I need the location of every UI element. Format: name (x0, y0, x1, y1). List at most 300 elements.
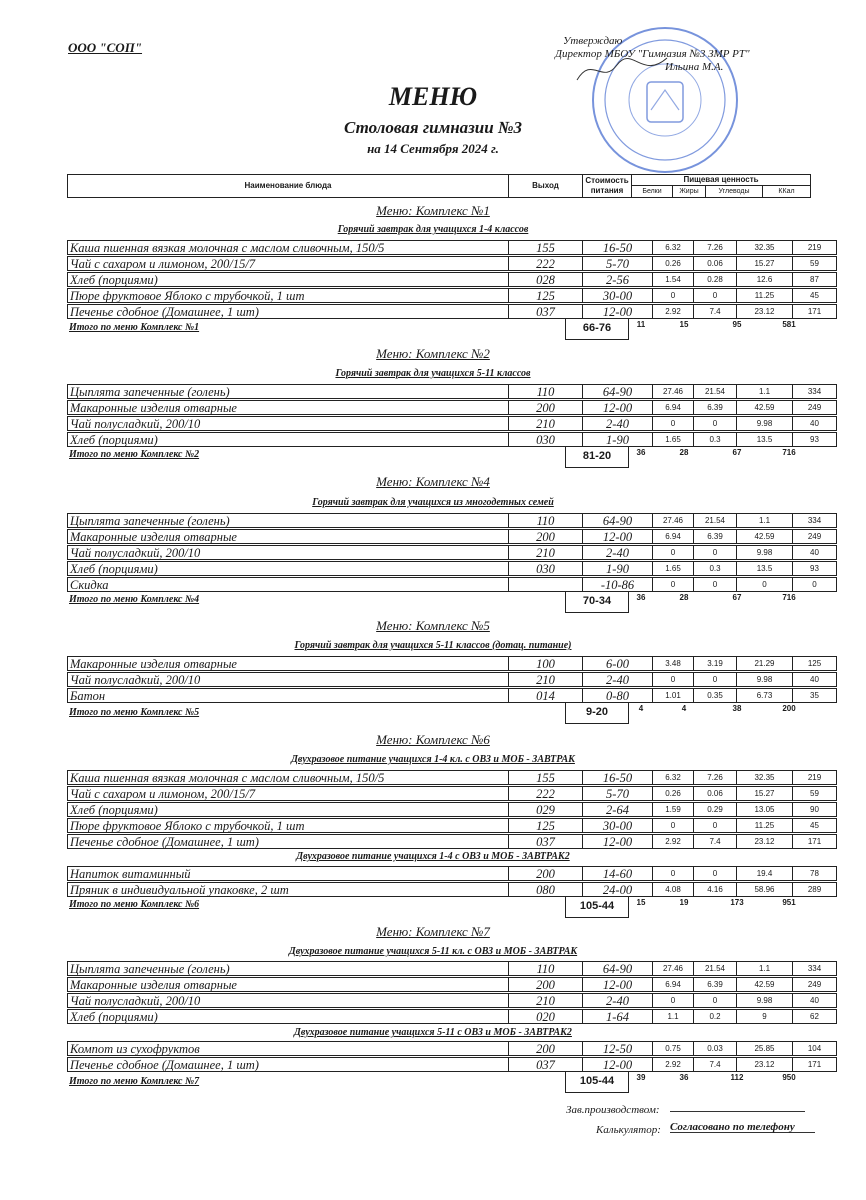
section-title: Горячий завтрак для учащихся 5-11 классов (дотац. питание) (294, 640, 572, 651)
menu-title: Меню: Комплекс №7 (376, 924, 490, 939)
dish-output: 080 (508, 882, 583, 897)
dish-fats: 7.26 (693, 240, 737, 255)
dish-carbs: 42.59 (736, 529, 793, 544)
dish-name: Хлеб (порциями) (67, 802, 509, 817)
header-fats: Жиры (672, 185, 706, 198)
dish-price: 2-40 (582, 416, 653, 431)
dish-fats: 6.39 (693, 977, 737, 992)
dish-name: Чай полусладкий, 200/10 (67, 545, 509, 560)
total-price: 66-76 (565, 319, 629, 340)
dish-proteins: 0 (652, 577, 694, 592)
dish-name: Цыплята запеченные (голень) (67, 513, 509, 528)
dish-fats: 0.06 (693, 256, 737, 271)
dish-carbs: 1.1 (736, 513, 793, 528)
dish-carbs: 15.27 (736, 786, 793, 801)
dish-carbs: 23.12 (736, 834, 793, 849)
dish-name: Чай полусладкий, 200/10 (67, 416, 509, 431)
dish-price: 2-40 (582, 672, 653, 687)
section-title: Горячий завтрак для учащихся из многодетных семей (312, 497, 554, 508)
section-title: Двухразовое питание учащихся 1-4 с ОВЗ и МОБ - ЗАВТРАК2 (296, 851, 570, 862)
header-nutrition: Пищевая ценность (631, 174, 811, 186)
dish-price: 0-80 (582, 688, 653, 703)
section-title: Горячий завтрак для учащихся 5-11 классов (335, 368, 531, 379)
dish-name: Скидка (67, 577, 509, 592)
dish-price: 12-00 (582, 977, 653, 992)
total-proteins: 36 (636, 448, 646, 457)
total-kcal: 200 (782, 704, 796, 713)
dish-name: Цыплята запеченные (голень) (67, 961, 509, 976)
dish-fats: 0.06 (693, 786, 737, 801)
dish-fats: 0 (693, 416, 737, 431)
dish-proteins: 0.75 (652, 1041, 694, 1056)
production-label: Зав.производством: (566, 1104, 660, 1116)
dish-carbs: 1.1 (736, 384, 793, 399)
dish-name: Макаронные изделия отварные (67, 400, 509, 415)
dish-fats: 0 (693, 545, 737, 560)
menu-title: Меню: Комплекс №4 (376, 474, 490, 489)
total-label: Итого по меню Комплекс №1 (69, 322, 200, 333)
dish-name: Хлеб (порциями) (67, 561, 509, 576)
table-row (67, 545, 819, 560)
total-price: 81-20 (565, 447, 629, 468)
dish-output: 200 (508, 400, 583, 415)
dish-name: Каша пшенная вязкая молочная с маслом сливочным, 150/5 (67, 770, 509, 785)
dish-kcal: 219 (792, 770, 837, 785)
table-row (67, 1041, 822, 1056)
dish-name: Пюре фруктовое Яблоко с трубочкой, 1 шт (67, 818, 509, 833)
table-row (67, 866, 819, 881)
total-proteins: 15 (636, 898, 646, 907)
dish-output: 014 (508, 688, 583, 703)
menu-title: Меню: Комплекс №2 (376, 346, 490, 361)
dish-output: 030 (508, 432, 583, 447)
dish-price: 2-40 (582, 545, 653, 560)
dish-carbs: 32.35 (736, 240, 793, 255)
dish-carbs: 13.5 (736, 561, 793, 576)
dish-name: Чай полусладкий, 200/10 (67, 672, 509, 687)
table-row (67, 513, 822, 528)
dish-output: 155 (508, 240, 583, 255)
total-proteins: 39 (636, 1073, 646, 1082)
dish-output: 125 (508, 818, 583, 833)
total-kcal: 951 (782, 898, 796, 907)
dish-fats: 0.2 (693, 1009, 737, 1024)
dish-output: 200 (508, 529, 583, 544)
dish-kcal: 45 (792, 818, 837, 833)
dish-proteins: 1.1 (652, 1009, 694, 1024)
dish-output: 029 (508, 802, 583, 817)
organization-name: ООО "СОП" (68, 40, 143, 55)
dish-output: 028 (508, 272, 583, 287)
dish-price: 12-00 (582, 1057, 653, 1072)
dish-fats: 0 (693, 577, 737, 592)
dish-kcal: 90 (792, 802, 837, 817)
dish-price: 24-00 (582, 882, 653, 897)
dish-kcal: 249 (792, 400, 837, 415)
table-row (67, 529, 822, 544)
total-fats: 28 (679, 593, 689, 602)
table-row (67, 1057, 822, 1072)
dish-carbs: 12.6 (736, 272, 793, 287)
total-carbs: 112 (730, 1073, 744, 1082)
dish-price: 5-70 (582, 256, 653, 271)
dish-output: 155 (508, 770, 583, 785)
dish-name: Печенье сдобное (Домашнее, 1 шт) (67, 304, 509, 319)
dish-fats: 0.35 (693, 688, 737, 703)
dish-price: 64-90 (582, 961, 653, 976)
dish-carbs: 13.5 (736, 432, 793, 447)
total-fats: 36 (679, 1073, 689, 1082)
section-title: Горячий завтрак для учащихся 1-4 классов (337, 224, 529, 235)
dish-fats: 0 (693, 866, 737, 881)
dish-price: 64-90 (582, 384, 653, 399)
dish-output: 037 (508, 1057, 583, 1072)
dish-carbs: 9.98 (736, 672, 793, 687)
dish-name: Напиток витаминный (67, 866, 509, 881)
total-kcal: 716 (782, 448, 796, 457)
dish-kcal: 219 (792, 240, 837, 255)
dish-fats: 0 (693, 672, 737, 687)
dish-name: Печенье сдобное (Домашнее, 1 шт) (67, 1057, 509, 1072)
header-carbs: Углеводы (705, 185, 763, 198)
dish-carbs: 11.25 (736, 818, 793, 833)
dish-proteins: 6.94 (652, 977, 694, 992)
total-carbs: 67 (732, 593, 742, 602)
dish-kcal: 40 (792, 993, 837, 1008)
dish-fats: 0.29 (693, 802, 737, 817)
dish-fats: 0 (693, 993, 737, 1008)
dish-name: Макаронные изделия отварные (67, 656, 509, 671)
total-kcal: 581 (782, 320, 796, 329)
dish-carbs: 9 (736, 1009, 793, 1024)
dish-carbs: 21.29 (736, 656, 793, 671)
table-row (67, 400, 822, 415)
dish-carbs: 11.25 (736, 288, 793, 303)
total-kcal: 716 (782, 593, 796, 602)
dish-carbs: 15.27 (736, 256, 793, 271)
table-row (67, 656, 822, 671)
dish-price: 30-00 (582, 288, 653, 303)
dish-price: 1-90 (582, 561, 653, 576)
menu-title: Меню: Комплекс №1 (376, 203, 490, 218)
table-row (67, 672, 819, 687)
table-row (67, 256, 819, 271)
dish-carbs: 32.35 (736, 770, 793, 785)
calculator-label: Калькулятор: (596, 1124, 661, 1136)
dish-proteins: 0 (652, 866, 694, 881)
dish-fats: 0.03 (693, 1041, 737, 1056)
dish-name: Чай с сахаром и лимоном, 200/15/7 (67, 786, 509, 801)
total-price: 9-20 (565, 703, 629, 724)
dish-kcal: 59 (792, 256, 837, 271)
table-row (67, 834, 822, 849)
dish-output: 110 (508, 961, 583, 976)
table-row (67, 882, 822, 897)
dish-fats: 7.4 (693, 304, 737, 319)
dish-kcal: 40 (792, 672, 837, 687)
table-row (67, 977, 822, 992)
dish-proteins: 6.32 (652, 770, 694, 785)
dish-price: 5-70 (582, 786, 653, 801)
dish-carbs: 9.98 (736, 416, 793, 431)
dish-carbs: 19.4 (736, 866, 793, 881)
dish-output (508, 577, 583, 592)
dish-name: Чай полусладкий, 200/10 (67, 993, 509, 1008)
total-price: 105-44 (565, 897, 629, 918)
table-row (67, 240, 822, 255)
table-row (67, 1009, 819, 1024)
total-fats: 19 (679, 898, 689, 907)
dish-price: 2-64 (582, 802, 653, 817)
dish-output: 110 (508, 513, 583, 528)
dish-carbs: 1.1 (736, 961, 793, 976)
dish-fats: 21.54 (693, 384, 737, 399)
header-output: Выход (508, 174, 583, 198)
total-fats: 28 (679, 448, 689, 457)
total-price: 105-44 (565, 1072, 629, 1093)
total-carbs: 95 (732, 320, 742, 329)
dish-carbs: 0 (736, 577, 793, 592)
menu-title: Меню: Комплекс №5 (376, 618, 490, 633)
dish-carbs: 13.05 (736, 802, 793, 817)
dish-fats: 6.39 (693, 400, 737, 415)
dish-kcal: 289 (792, 882, 837, 897)
dish-name: Хлеб (порциями) (67, 1009, 509, 1024)
dish-proteins: 1.65 (652, 561, 694, 576)
dish-kcal: 334 (792, 513, 837, 528)
dish-output: 037 (508, 304, 583, 319)
dish-proteins: 27.46 (652, 384, 694, 399)
dish-price: 12-00 (582, 400, 653, 415)
approval-name: Ильина М.А. (665, 61, 724, 73)
table-row (67, 770, 822, 785)
dish-kcal: 334 (792, 384, 837, 399)
table-row (67, 288, 819, 303)
dish-proteins: 0 (652, 288, 694, 303)
dish-price: 30-00 (582, 818, 653, 833)
total-proteins: 36 (636, 593, 646, 602)
dish-price: 16-50 (582, 770, 653, 785)
total-fats: 15 (679, 320, 689, 329)
section-title: Двухразовое питание учащихся 5-11 кл. с ОВЗ и МОБ - ЗАВТРАК (288, 946, 578, 957)
dish-kcal: 62 (792, 1009, 837, 1024)
approval-label: Утверждаю (563, 35, 623, 47)
dish-proteins: 4.08 (652, 882, 694, 897)
dish-output: 200 (508, 1041, 583, 1056)
approval-position: Директор МБОУ "Гимназия №3 ЗМР РТ" (555, 48, 750, 60)
dish-output: 037 (508, 834, 583, 849)
dish-carbs: 9.98 (736, 993, 793, 1008)
dish-proteins: 3.48 (652, 656, 694, 671)
dish-name: Печенье сдобное (Домашнее, 1 шт) (67, 834, 509, 849)
table-row (67, 688, 819, 703)
dish-price: 1-64 (582, 1009, 653, 1024)
dish-price: 12-00 (582, 834, 653, 849)
table-row (67, 561, 819, 576)
total-label: Итого по меню Комплекс №2 (69, 449, 200, 460)
dish-proteins: 0 (652, 416, 694, 431)
table-row (67, 384, 822, 399)
dish-kcal: 40 (792, 545, 837, 560)
dish-fats: 3.19 (693, 656, 737, 671)
dish-proteins: 1.54 (652, 272, 694, 287)
dish-proteins: 2.92 (652, 834, 694, 849)
total-proteins: 4 (638, 704, 644, 713)
dish-fats: 0 (693, 288, 737, 303)
dish-kcal: 104 (792, 1041, 837, 1056)
dish-carbs: 23.12 (736, 1057, 793, 1072)
dish-proteins: 6.32 (652, 240, 694, 255)
dish-kcal: 171 (792, 1057, 837, 1072)
dish-name: Чай с сахаром и лимоном, 200/15/7 (67, 256, 509, 271)
dish-carbs: 6.73 (736, 688, 793, 703)
dish-output: 125 (508, 288, 583, 303)
dish-proteins: 1.01 (652, 688, 694, 703)
dish-fats: 7.4 (693, 1057, 737, 1072)
dish-kcal: 171 (792, 304, 837, 319)
page-subtitle: Столовая гимназии №3 (343, 118, 523, 137)
dish-output: 100 (508, 656, 583, 671)
dish-output: 210 (508, 416, 583, 431)
table-row (67, 577, 817, 592)
dish-proteins: 0.26 (652, 786, 694, 801)
header-name: Наименование блюда (67, 174, 509, 198)
dish-proteins: 2.92 (652, 1057, 694, 1072)
total-fats: 4 (681, 704, 687, 713)
dish-output: 020 (508, 1009, 583, 1024)
page-title: МЕНЮ (388, 82, 478, 111)
dish-output: 030 (508, 561, 583, 576)
dish-proteins: 0 (652, 818, 694, 833)
dish-kcal: 59 (792, 786, 837, 801)
section-title: Двухразовое питание учащихся 5-11 с ОВЗ и МОБ - ЗАВТРАК2 (294, 1027, 572, 1038)
dish-output: 200 (508, 977, 583, 992)
dish-proteins: 27.46 (652, 961, 694, 976)
table-row (67, 432, 819, 447)
dish-price: -10-86 (582, 577, 653, 592)
dish-price: 6-00 (582, 656, 653, 671)
production-signature-line (670, 1100, 805, 1112)
table-row (67, 272, 819, 287)
total-label: Итого по меню Комплекс №7 (69, 1076, 200, 1087)
dish-price: 16-50 (582, 240, 653, 255)
dish-kcal: 35 (792, 688, 837, 703)
dish-name: Пряник в индивидуальной упаковке, 2 шт (67, 882, 509, 897)
dish-price: 12-00 (582, 304, 653, 319)
dish-price: 1-90 (582, 432, 653, 447)
dish-output: 200 (508, 866, 583, 881)
dish-name: Макаронные изделия отварные (67, 529, 509, 544)
dish-proteins: 0 (652, 545, 694, 560)
dish-name: Макаронные изделия отварные (67, 977, 509, 992)
menu-title: Меню: Комплекс №6 (376, 732, 490, 747)
calculator-value: Согласовано по телефону (670, 1121, 815, 1133)
dish-carbs: 58.96 (736, 882, 793, 897)
dish-proteins: 0 (652, 672, 694, 687)
dish-name: Цыплята запеченные (голень) (67, 384, 509, 399)
dish-output: 222 (508, 256, 583, 271)
dish-kcal: 93 (792, 432, 837, 447)
section-title: Двухразовое питание учащихся 1-4 кл. с ОВЗ и МОБ - ЗАВТРАК (291, 754, 575, 765)
dish-proteins: 0.26 (652, 256, 694, 271)
dish-proteins: 0 (652, 993, 694, 1008)
dish-proteins: 1.65 (652, 432, 694, 447)
dish-kcal: 0 (792, 577, 837, 592)
dish-carbs: 9.98 (736, 545, 793, 560)
dish-kcal: 249 (792, 977, 837, 992)
dish-price: 12-50 (582, 1041, 653, 1056)
total-carbs: 38 (732, 704, 742, 713)
table-row (67, 802, 819, 817)
dish-fats: 0.3 (693, 561, 737, 576)
dish-name: Хлеб (порциями) (67, 272, 509, 287)
total-proteins: 11 (636, 320, 646, 329)
dish-output: 210 (508, 672, 583, 687)
dish-fats: 0.28 (693, 272, 737, 287)
dish-kcal: 78 (792, 866, 837, 881)
dish-kcal: 125 (792, 656, 837, 671)
total-label: Итого по меню Комплекс №4 (69, 594, 200, 605)
dish-price: 2-40 (582, 993, 653, 1008)
dish-carbs: 23.12 (736, 304, 793, 319)
table-row (67, 416, 819, 431)
total-label: Итого по меню Комплекс №5 (69, 707, 200, 718)
dish-kcal: 171 (792, 834, 837, 849)
dish-name: Каша пшенная вязкая молочная с маслом сливочным, 150/5 (67, 240, 509, 255)
dish-price: 2-56 (582, 272, 653, 287)
dish-proteins: 6.94 (652, 400, 694, 415)
dish-fats: 4.16 (693, 882, 737, 897)
table-row (67, 304, 822, 319)
dish-fats: 0.3 (693, 432, 737, 447)
dish-carbs: 25.85 (736, 1041, 793, 1056)
dish-carbs: 42.59 (736, 977, 793, 992)
dish-output: 222 (508, 786, 583, 801)
dish-kcal: 93 (792, 561, 837, 576)
table-row (67, 961, 822, 976)
dish-fats: 7.26 (693, 770, 737, 785)
dish-fats: 21.54 (693, 513, 737, 528)
header-kcal: ККал (762, 185, 811, 198)
dish-output: 210 (508, 545, 583, 560)
dish-name: Батон (67, 688, 509, 703)
table-row (67, 818, 819, 833)
total-kcal: 950 (782, 1073, 796, 1082)
dish-kcal: 87 (792, 272, 837, 287)
dish-proteins: 6.94 (652, 529, 694, 544)
dish-name: Компот из сухофруктов (67, 1041, 509, 1056)
dish-proteins: 27.46 (652, 513, 694, 528)
dish-proteins: 2.92 (652, 304, 694, 319)
dish-fats: 7.4 (693, 834, 737, 849)
dish-carbs: 42.59 (736, 400, 793, 415)
dish-kcal: 45 (792, 288, 837, 303)
table-row (67, 786, 819, 801)
dish-name: Хлеб (порциями) (67, 432, 509, 447)
dish-kcal: 40 (792, 416, 837, 431)
dish-price: 64-90 (582, 513, 653, 528)
dish-price: 12-00 (582, 529, 653, 544)
dish-proteins: 1.59 (652, 802, 694, 817)
header-proteins: Белки (631, 185, 673, 198)
dish-kcal: 249 (792, 529, 837, 544)
dish-fats: 0 (693, 818, 737, 833)
dish-price: 14-60 (582, 866, 653, 881)
table-row (67, 993, 819, 1008)
total-carbs: 173 (730, 898, 744, 907)
total-price: 70-34 (565, 592, 629, 613)
dish-fats: 6.39 (693, 529, 737, 544)
